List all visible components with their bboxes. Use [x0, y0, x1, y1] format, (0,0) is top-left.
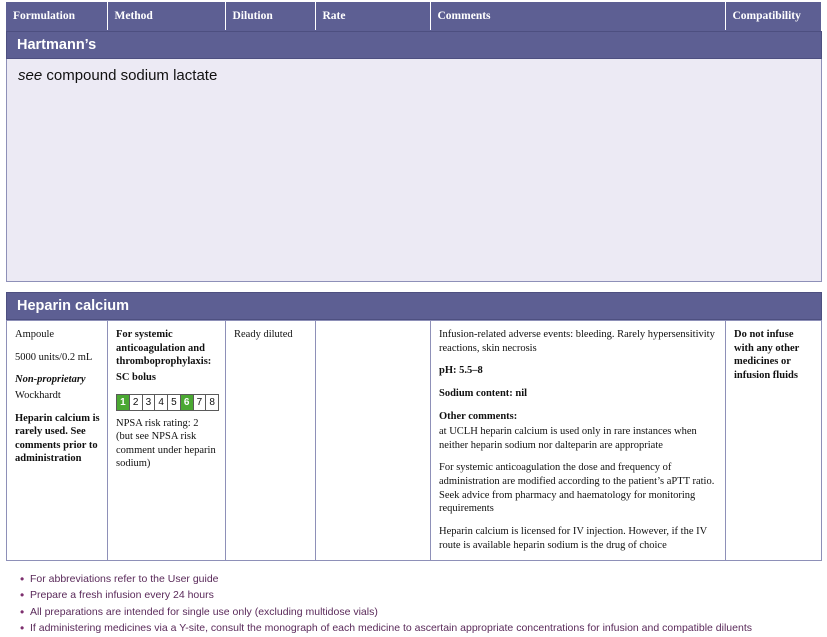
risk-scale-box-6: 6	[180, 394, 194, 411]
risk-scale-box-5: 5	[167, 394, 181, 411]
column-header-dilution: Dilution	[225, 2, 315, 30]
section-title-row-heparin-calcium	[7, 293, 822, 320]
footnote-list	[6, 571, 821, 636]
column-header-rate: Rate	[315, 2, 430, 30]
section-spacer	[6, 282, 821, 292]
comment-sodium-content: Sodium content: nil	[439, 387, 528, 399]
risk-scale-box-3: 3	[142, 394, 156, 411]
list-item: • All preparations are intended for single use only (excluding multidose vials)	[20, 604, 821, 620]
risk-scale-box-1: 1	[116, 394, 130, 411]
section-title-hartmanns: Hartmann’s	[7, 31, 822, 58]
column-header-compatibility: Compatibility	[725, 2, 821, 30]
formulation-manufacturer: Wockhardt	[15, 389, 61, 401]
hartmanns-crossref-row	[7, 58, 822, 92]
npsa-risk-rating-text: NPSA risk rating: 2 (but see NPSA risk comment under heparin sodium)	[116, 417, 216, 470]
hartmanns-empty-cell	[7, 92, 822, 282]
column-header-table	[6, 2, 821, 31]
hartmanns-crossref-cell	[7, 58, 822, 92]
hartmanns-empty-row	[7, 92, 822, 282]
non-proprietary-label: Non-proprietary	[15, 374, 86, 386]
method-route: SC bolus	[116, 371, 156, 383]
list-item: • If administering medicines via a Y-site, consult the monograph of each medicine to ascertain appropriate concentrations for infusion and compatible diluents	[20, 620, 821, 636]
cell-formulation	[7, 321, 108, 561]
heparin-calcium-detail-table	[6, 320, 822, 561]
risk-scale-box-8: 8	[205, 394, 219, 411]
table-header-row	[6, 2, 821, 30]
risk-scale-box-2: 2	[129, 394, 143, 411]
method-indication: For systemic anticoagulation and thromboprophylaxis:	[116, 329, 212, 368]
column-header-formulation: Formulation	[6, 2, 107, 30]
section-title-heparin-calcium: Heparin calcium	[7, 293, 822, 320]
column-header-method: Method	[107, 2, 225, 30]
comment-ph: pH: 5.5–8	[439, 365, 483, 377]
npsa-risk-scale	[116, 394, 218, 411]
cell-method	[108, 321, 226, 561]
risk-scale-box-7: 7	[193, 394, 207, 411]
comment-other-2: For systemic anticoagulation the dose and frequency of administration are modified according to the patient’s aPTT ratio. Seek advice from pharmacy and haematology for monitoring requirements	[439, 462, 715, 515]
list-item: • Prepare a fresh infusion every 24 hours	[20, 587, 821, 603]
comment-other-3: Heparin calcium is licensed for IV injection. However, if the IV route is available heparin sodium is the drug of choice	[439, 526, 708, 551]
comment-other-heading: Other comments:	[439, 410, 518, 422]
list-item: • For abbreviations refer to the User guide	[20, 571, 821, 587]
comment-other-1: at UCLH heparin calcium is used only in rare instances when neither heparin sodium nor dalteparin are appropriate	[439, 426, 697, 451]
section-title-row-hartmanns	[7, 31, 822, 58]
cell-comments	[431, 321, 726, 561]
see-label: see	[18, 66, 43, 84]
formulation-form: Ampoule	[15, 329, 55, 340]
crossref-target: compound sodium lactate	[46, 66, 218, 84]
compatibility-text: Do not infuse with any other medicines or infusion fluids	[734, 329, 800, 381]
comment-adverse-events: Infusion-related adverse events: bleeding. Rarely hypersensitivity reactions, skin necrosis	[439, 329, 715, 354]
formulation-note: Heparin calcium is rarely used. See comments prior to administration	[15, 412, 100, 465]
section-hartmanns	[6, 31, 822, 283]
table-row	[7, 321, 822, 561]
cell-dilution: Ready diluted	[226, 321, 316, 561]
formulation-strength: 5000 units/0.2 mL	[15, 351, 93, 363]
cell-compatibility	[726, 321, 822, 561]
hartmanns-crossref-text	[8, 60, 820, 91]
cell-rate	[316, 321, 431, 561]
column-header-comments: Comments	[430, 2, 725, 30]
risk-scale-box-4: 4	[154, 394, 168, 411]
section-heparin-calcium	[6, 292, 822, 320]
